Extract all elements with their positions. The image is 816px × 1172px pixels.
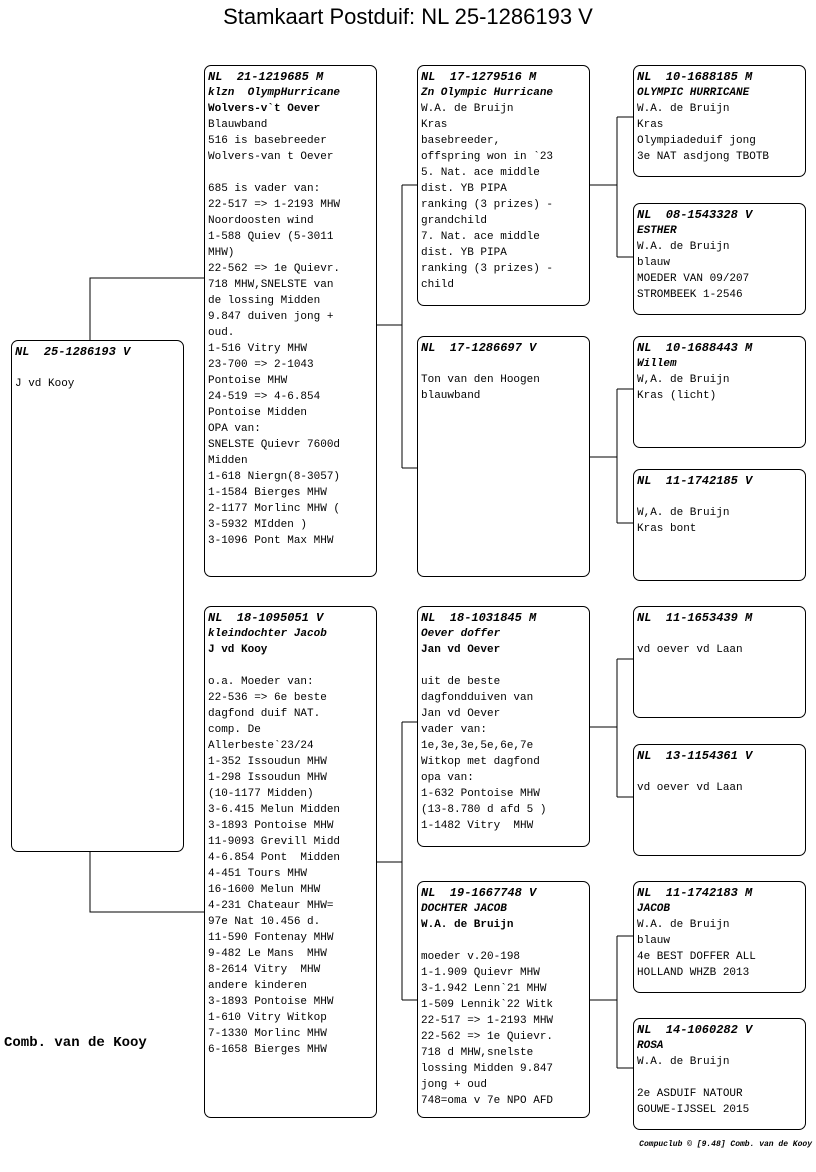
info-line: (13-8.780 d afd 5 ) [421,804,547,816]
info-line: 718 d MHW,snelste [421,1047,534,1059]
breeder-line: Jan vd Oever [421,644,501,656]
info-line: 1e,3e,3e,5e,6e,7e [421,740,534,752]
info-line: 3-5932 MIdden ) [208,519,308,531]
info-line [421,658,586,674]
ggp-mff-card[interactable] [633,606,806,718]
info-line: 718 MHW,SNELSTE van [208,279,334,291]
pigeon-name [421,356,586,372]
grandmother-maternal-card[interactable] [417,881,590,1118]
info-line: 24-519 => 4-6.854 [208,391,321,403]
info-line: HOLLAND WHZB 2013 [637,967,750,979]
ring-number: NL 11-1653439 M [637,611,753,625]
info-line: grandchild [421,215,488,227]
info-line: dagfond duif NAT. [208,708,321,720]
info-line: Olympiadeduif jong [637,135,756,147]
ring-number: NL 19-1667748 V [421,886,537,900]
breeder-line: W.A. de Bruijn [637,241,730,253]
breeder-line: vd oever vd Laan [637,644,743,656]
info-line: 685 is vader van: [208,183,321,195]
info-line: 1-516 Vitry MHW [208,343,308,355]
info-line: dist. YB PIPA [421,183,507,195]
ring-number: NL 13-1154361 V [637,749,753,763]
info-line: 22-517 => 1-2193 MHW [421,1015,554,1027]
pigeon-name: JACOB [637,903,671,915]
info-line: 9.847 duiven jong + [208,311,334,323]
info-line: Kras bont [637,523,697,535]
software-credit: Compuclub © [9.48] Comb. van de Kooy [639,1140,812,1149]
info-line: SNELSTE Quievr 7600d [208,439,341,451]
info-line: 3-1096 Pont Max MHW [208,535,334,547]
grandfather-paternal-card[interactable] [417,65,590,306]
info-line: 22-517 => 1-2193 MHW [208,199,341,211]
info-line: blauwband [421,390,481,402]
breeder-line: vd oever vd Laan [637,782,743,794]
info-line: child [421,279,455,291]
info-line: Kras [421,119,448,131]
ring-number: NL 18-1095051 V [208,611,324,625]
info-line: 97e Nat 10.456 d. [208,916,321,928]
father-card[interactable] [204,65,377,577]
pigeon-name [637,489,802,505]
ggp-ffm-card[interactable] [633,203,806,315]
info-line: Witkop met dagfond [421,756,540,768]
info-line: Pontoise Midden [208,407,308,419]
info-line: 1-632 Pontoise MHW [421,788,540,800]
ring-number: NL 21-1219685 M [208,70,324,84]
breeder-line: J vd Kooy [208,644,268,656]
info-line: 1-1.909 Quievr MHW [421,967,540,979]
subject-card[interactable] [11,340,184,852]
info-line: de lossing Midden [208,295,321,307]
info-line [637,1070,802,1086]
page-title: Stamkaart Postduif: NL 25-1286193 V [223,4,593,29]
ring-number: NL 25-1286193 V [15,345,131,359]
info-line: basebreeder, [421,135,501,147]
info-line: vader van: [421,724,488,736]
info-line: dist. YB PIPA [421,247,507,259]
info-line: oud. [208,327,235,339]
breeder-line: W.A. de Bruijn [421,103,514,115]
ring-number: NL 17-1279516 M [421,70,537,84]
ring-number: NL 18-1031845 M [421,611,537,625]
info-line: 4-231 Chateaur MHW= [208,900,334,912]
info-line: 9-482 Le Mans MHW [208,948,327,960]
ring-number: NL 08-1543328 V [637,208,753,222]
breeder-line: W.A. de Bruijn [421,919,514,931]
pigeon-name: Zn Olympic Hurricane [421,87,554,99]
grandmother-paternal-card[interactable] [417,336,590,577]
info-line: 22-536 => 6e beste [208,692,327,704]
info-line: blauw [637,935,671,947]
ring-number: NL 17-1286697 V [421,341,537,355]
info-line: OPA van: [208,423,261,435]
info-line: dagfondduiven van [421,692,534,704]
info-line: o.a. Moeder van: [208,676,314,688]
info-line: offspring won in `23 [421,151,554,163]
info-line: Allerbeste`23/24 [208,740,314,752]
ggp-fmm-card[interactable] [633,469,806,581]
pigeon-name [637,764,802,780]
info-line: lossing Midden 9.847 [421,1063,554,1075]
ggp-mmf-card[interactable] [633,881,806,993]
info-line: ranking (3 prizes) - [421,263,554,275]
pigeon-name: OLYMPIC HURRICANE [637,87,750,99]
info-line: 3-1893 Pontoise MHW [208,996,334,1008]
info-line: 1-352 Issoudun MHW [208,756,327,768]
info-line: blauw [637,257,671,269]
info-line [208,658,373,674]
info-line: Kras [637,119,664,131]
info-line: Midden [208,455,248,467]
ggp-fff-card[interactable] [633,65,806,177]
grandfather-maternal-card[interactable] [417,606,590,847]
info-line: 1-610 Vitry Witkop [208,1012,327,1024]
info-line: Wolvers-van t Oever [208,151,334,163]
info-line: moeder v.20-198 [421,951,521,963]
info-line: 7. Nat. ace middle [421,231,540,243]
pigeon-name: DOCHTER JACOB [421,903,507,915]
info-line: 3-1893 Pontoise MHW [208,820,334,832]
info-line: MHW) [208,247,235,259]
pigeon-name: Willem [637,358,677,370]
info-line: 516 is basebreeder [208,135,327,147]
info-line: 1-1584 Bierges MHW [208,487,327,499]
info-line [421,933,586,949]
info-line: MOEDER VAN 09/207 [637,273,750,285]
ggp-fmf-card[interactable] [633,336,806,448]
breeder-line: Ton van den Hoogen [421,374,540,386]
info-line: 748=oma v 7e NPO AFD [421,1095,554,1107]
breeder-line: W.A. de Bruijn [637,1056,730,1068]
info-line: 2e ASDUIF NATOUR [637,1088,743,1100]
info-line: ranking (3 prizes) - [421,199,554,211]
info-line: opa van: [421,772,474,784]
info-line: Jan vd Oever [421,708,501,720]
breeder-line: W,A. de Bruijn [637,374,730,386]
info-line: (10-1177 Midden) [208,788,314,800]
info-line: Pontoise MHW [208,375,288,387]
info-line: 4e BEST DOFFER ALL [637,951,756,963]
info-line: 6-1658 Bierges MHW [208,1044,327,1056]
ring-number: NL 10-1688443 M [637,341,753,355]
breeder-line: W.A. de Bruijn [637,919,730,931]
ring-number: NL 11-1742183 M [637,886,753,900]
pigeon-name: ESTHER [637,225,677,237]
info-line: 7-1330 Morlinc MHW [208,1028,327,1040]
info-line: jong + oud [421,1079,488,1091]
info-line: 1-298 Issoudun MHW [208,772,327,784]
info-line: STROMBEEK 1-2546 [637,289,743,301]
info-line: 2-1177 Morlinc MHW ( [208,503,341,515]
ggp-mmm-card[interactable] [633,1018,806,1130]
breeder-line: W,A. de Bruijn [637,507,730,519]
ring-number: NL 11-1742185 V [637,474,753,488]
info-line: Blauwband [208,119,268,131]
info-line: 16-1600 Melun MHW [208,884,321,896]
breeder-line: Wolvers-v`t Oever [208,103,321,115]
info-line: 22-562 => 1e Quievr. [421,1031,554,1043]
owner-name: Comb. van de Kooy [4,1035,147,1051]
info-line: 11-9093 Grevill Midd [208,836,341,848]
info-line: 1-1482 Vitry MHW [421,820,534,832]
ggp-mfm-card[interactable] [633,744,806,856]
info-line: 1-509 Lennik`22 Witk [421,999,554,1011]
info-line: andere kinderen [208,980,308,992]
pigeon-name: klzn OlympHurricane [208,87,341,99]
info-line: 1-618 Niergn(8-3057) [208,471,341,483]
info-line: 8-2614 Vitry MHW [208,964,321,976]
info-line: 22-562 => 1e Quievr. [208,263,341,275]
info-line: 3e NAT asdjong TBOTB [637,151,770,163]
breeder-line: W.A. de Bruijn [637,103,730,115]
info-line: 4-6.854 Pont Midden [208,852,341,864]
mother-card[interactable] [204,606,377,1118]
pigeon-name: kleindochter Jacob [208,628,327,640]
info-line: comp. De [208,724,261,736]
info-line: uit de beste [421,676,501,688]
info-line: 11-590 Fontenay MHW [208,932,334,944]
info-line [208,165,373,181]
info-line: 5. Nat. ace middle [421,167,540,179]
ring-number: NL 10-1688185 M [637,70,753,84]
pigeon-name: ROSA [637,1040,664,1052]
info-line [15,360,180,376]
breeder-line: J vd Kooy [15,378,75,390]
info-line: 3-6.415 Melun Midden [208,804,341,816]
info-line: 23-700 => 2-1043 [208,359,314,371]
info-line: Kras (licht) [637,390,717,402]
info-line: 4-451 Tours MHW [208,868,308,880]
pigeon-name: Oever doffer [421,628,501,640]
info-line: Noordoosten wind [208,215,314,227]
info-line: 1-588 Quiev (5-3011 [208,231,334,243]
pigeon-name [637,626,802,642]
info-line: 3-1.942 Lenn`21 MHW [421,983,547,995]
info-line: GOUWE-IJSSEL 2015 [637,1104,750,1116]
ring-number: NL 14-1060282 V [637,1023,753,1037]
